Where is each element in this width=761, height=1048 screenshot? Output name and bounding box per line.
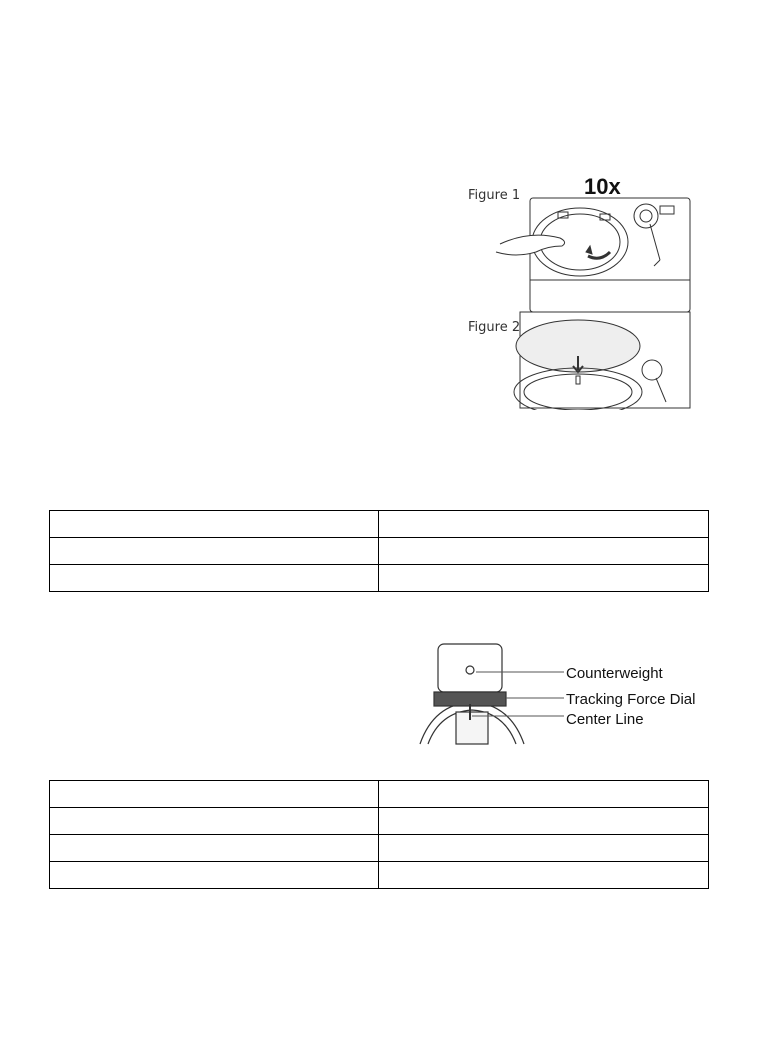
table-cell: [50, 862, 379, 889]
table-cell: [50, 538, 379, 565]
tracking-force-dial-label: Tracking Force Dial: [566, 691, 696, 708]
table-row: [50, 511, 709, 538]
table-cell: [379, 781, 709, 808]
table-row: [50, 862, 709, 889]
table-cell: [50, 565, 379, 592]
table-cell: [379, 511, 709, 538]
table-row: [50, 781, 709, 808]
table-cell: [379, 538, 709, 565]
table-cell: [50, 781, 379, 808]
counterweight-label: Counterweight: [566, 665, 663, 682]
table-row: [50, 565, 709, 592]
center-line-label: Center Line: [566, 711, 644, 728]
table-cell: [50, 835, 379, 862]
table-row: [50, 808, 709, 835]
table-cell: [50, 808, 379, 835]
table-1: [49, 510, 709, 592]
table-2: [49, 780, 709, 889]
table-cell: [379, 565, 709, 592]
figure1-caption: Figure 1: [468, 188, 521, 203]
figure1-badge: 10x: [584, 174, 621, 199]
turntable-top-view: [496, 198, 690, 312]
table-row: [50, 835, 709, 862]
platter-install-view: [514, 312, 690, 410]
turntable-figures: [460, 170, 700, 410]
table-cell: [379, 835, 709, 862]
table-cell: [379, 862, 709, 889]
figure2-caption: Figure 2: [468, 320, 521, 335]
table-cell: [379, 808, 709, 835]
counterweight-diagram: [410, 640, 700, 750]
table-row: [50, 538, 709, 565]
table-cell: [50, 511, 379, 538]
